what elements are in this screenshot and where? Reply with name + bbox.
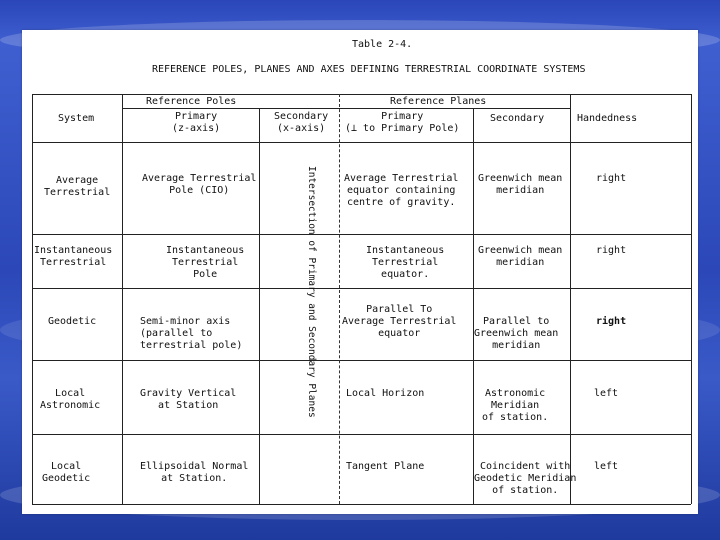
row-handedness: right bbox=[596, 173, 627, 184]
row-rule bbox=[32, 234, 691, 235]
row-rule bbox=[32, 434, 691, 435]
row-handedness: right bbox=[596, 245, 627, 256]
table-top-rule bbox=[32, 94, 691, 95]
row-system: Instantaneous Terrestrial bbox=[34, 245, 113, 268]
header-primary-pole: Primary (z-axis) bbox=[172, 111, 221, 134]
row-handedness: right bbox=[596, 316, 627, 327]
table-left-border bbox=[32, 94, 33, 504]
table-bottom-rule bbox=[32, 504, 691, 505]
row-system: Geodetic bbox=[48, 316, 97, 327]
row-secondary-plane: Parallel to Greenwich mean meridian bbox=[474, 316, 559, 351]
scanned-table-document bbox=[22, 30, 698, 514]
row-handedness: left bbox=[594, 388, 619, 399]
row-system: Average Terrestrial bbox=[44, 175, 111, 198]
row-secondary-plane: Coincident with Geodetic Meridian of station. bbox=[474, 461, 577, 496]
header-reference-poles: Reference Poles bbox=[146, 96, 237, 107]
row-system: Local Geodetic bbox=[42, 461, 91, 484]
row-primary-plane: Local Horizon bbox=[346, 388, 425, 399]
row-primary-plane: Average Terrestrial equator containing centre of gravity. bbox=[344, 173, 459, 208]
header-system: System bbox=[58, 113, 95, 124]
group-header-rule bbox=[122, 108, 570, 109]
table-number: Table 2-4. bbox=[352, 39, 413, 50]
column-divider-dashed bbox=[339, 94, 340, 504]
secondary-axis-note: Intersection of Primary and Secondary Planes bbox=[306, 166, 317, 418]
row-primary-pole: Ellipsoidal Normal at Station. bbox=[140, 461, 249, 484]
header-rule bbox=[32, 142, 691, 143]
row-handedness: left bbox=[594, 461, 619, 472]
table-caption: REFERENCE POLES, PLANES AND AXES DEFINING TERRESTRIAL COORDINATE SYSTEMS bbox=[152, 64, 586, 75]
row-primary-plane: Parallel To Average Terrestrial equator bbox=[342, 304, 457, 339]
row-secondary-plane: Greenwich mean meridian bbox=[478, 245, 563, 268]
column-divider bbox=[570, 94, 571, 504]
row-secondary-plane: Astronomic Meridian of station. bbox=[482, 388, 549, 423]
header-reference-planes: Reference Planes bbox=[390, 96, 487, 107]
column-divider bbox=[473, 108, 474, 504]
row-primary-pole: Average Terrestrial Pole (CIO) bbox=[142, 173, 257, 196]
row-primary-plane: Instantaneous Terrestrial equator. bbox=[366, 245, 445, 280]
table-right-border bbox=[691, 94, 692, 504]
row-primary-pole: Gravity Vertical at Station bbox=[140, 388, 237, 411]
row-secondary-plane: Greenwich mean meridian bbox=[478, 173, 563, 196]
header-plane-primary: Primary (⊥ to Primary Pole) bbox=[345, 111, 460, 134]
row-primary-plane: Tangent Plane bbox=[346, 461, 425, 472]
row-rule bbox=[32, 360, 691, 361]
row-rule bbox=[32, 288, 691, 289]
row-system: Local Astronomic bbox=[40, 388, 101, 411]
column-divider bbox=[122, 94, 123, 504]
header-handedness: Handedness bbox=[577, 113, 638, 124]
row-primary-pole: Semi-minor axis (parallel to terrestrial pole) bbox=[140, 316, 243, 351]
row-primary-pole: Instantaneous Terrestrial Pole bbox=[166, 245, 245, 280]
header-secondary-axis: Secondary (x-axis) bbox=[274, 111, 329, 134]
header-plane-secondary: Secondary bbox=[490, 113, 545, 124]
column-divider bbox=[259, 108, 260, 504]
